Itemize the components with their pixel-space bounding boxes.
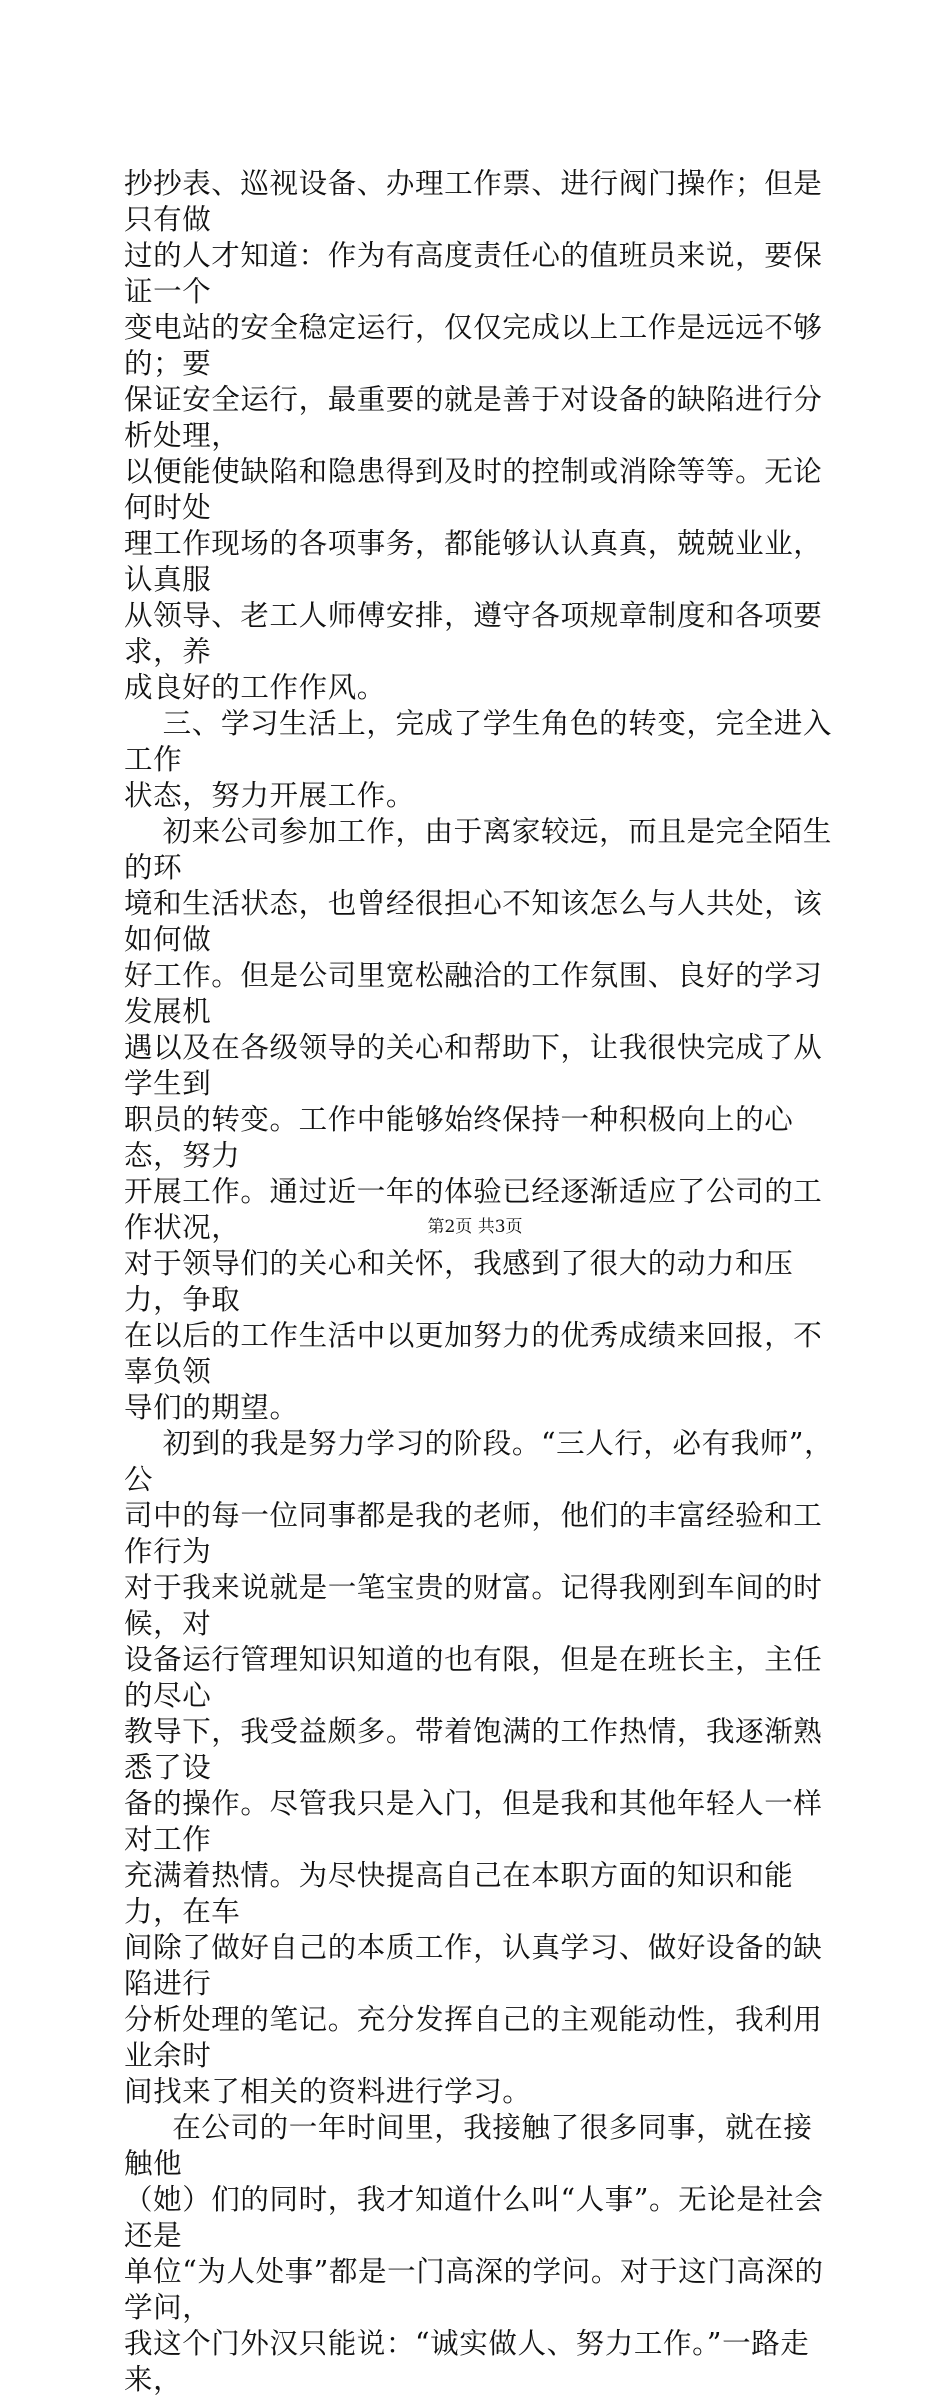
text-line: 遇以及在各级领导的关心和帮助下，让我很快完成了从学生到 [124,1031,823,1100]
text-line: 分析处理的笔记。充分发挥自己的主观能动性，我利用业余时 [124,2003,823,2072]
text-line: 抄抄表、巡视设备、办理工作票、进行阀门操作；但是只有做 [124,167,823,236]
text-line: 初来公司参加工作，由于离家较远，而且是完全陌生的环 [124,815,832,884]
text-line: 状态，努力开展工作。 [124,779,416,812]
page-number-footer: 第2页 共3页 [427,1217,523,1237]
text-line: 过的人才知道：作为有高度责任心的值班员来说，要保证一个 [124,239,823,308]
text-line: 教导下，我受益颇多。带着饱满的工作热情，我逐渐熟悉了设 [124,1715,823,1784]
text-line: 成良好的工作作风。 [124,671,386,704]
text-line: 好工作。但是公司里宽松融洽的工作氛围、良好的学习发展机 [124,959,823,1028]
text-line: 充满着热情。为尽快提高自己在本职方面的知识和能力，在车 [124,1859,794,1928]
text-line: 在以后的工作生活中以更加努力的优秀成绩来回报，不辜负领 [124,1319,823,1388]
text-line: 对于我来说就是一笔宝贵的财富。记得我刚到车间的时候，对 [124,1571,823,1640]
text-line: 导们的期望。 [124,1391,299,1424]
text-line: 司中的每一位同事都是我的老师，他们的丰富经验和工作行为 [124,1499,823,1568]
text-line: 以便能使缺陷和隐患得到及时的控制或消除等等。无论何时处 [124,455,823,524]
text-line: 在公司的一年时间里，我接触了很多同事，就在接触他 [124,2111,813,2180]
text-line: 间除了做好自己的本质工作，认真学习、做好设备的缺陷进行 [124,1931,823,2000]
text-line: 设备运行管理知识知道的也有限，但是在班长主，主任的尽心 [124,1643,823,1712]
text-line: （她）们的同时，我才知道什么叫“人事”。无论是社会还是 [124,2183,824,2252]
text-line: 开展工作。通过近一年的体验已经逐渐适应了公司的工作状况， [124,1175,823,1244]
text-line: 保证安全运行，最重要的就是善于对设备的缺陷进行分析处理， [124,383,823,452]
text-line: 我这个门外汉只能说：“诚实做人、努力工作。”一路走来， [124,2327,810,2396]
text-line: 境和生活状态，也曾经很担心不知该怎么与人共处，该如何做 [124,887,823,956]
text-line: 变电站的安全稳定运行，仅仅完成以上工作是远远不够的；要 [124,311,823,380]
text-line: 备的操作。尽管我只是入门，但是我和其他年轻人一样对工作 [124,1787,823,1856]
text-line: 对于领导们的关心和关怀，我感到了很大的动力和压力，争取 [124,1247,794,1316]
text-line: 从领导、老工人师傅安排，遵守各项规章制度和各项要求，养 [124,599,823,668]
text-line: 三、学习生活上，完成了学生角色的转变，完全进入工作 [124,707,832,776]
text-line: 理工作现场的各项事务，都能够认认真真，兢兢业业，认真服 [124,527,823,596]
text-line: 间找来了相关的资料进行学习。 [124,2075,532,2108]
document-body [124,166,836,2398]
text-line: 职员的转变。工作中能够始终保持一种积极向上的心态，努力 [124,1103,794,1172]
text-line: 单位“为人处事”都是一门高深的学问。对于这门高深的学问， [124,2255,824,2324]
text-line: 初到的我是努力学习的阶段。“三人行，必有我师”，公 [124,1427,834,1496]
